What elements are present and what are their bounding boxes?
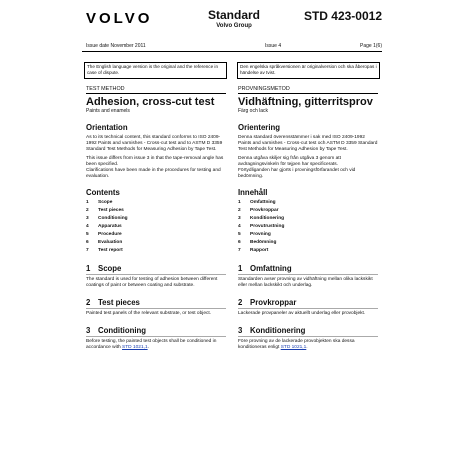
standard-reference-link[interactable]: STD 1021,1 [280, 345, 307, 350]
section-title: Test pieces [98, 298, 140, 307]
toc-item[interactable] [238, 207, 378, 215]
section-divider [238, 336, 378, 337]
page-number: Page 1(6) [360, 43, 382, 49]
issue-date: Issue date November 2011 [86, 43, 146, 49]
toc-number: 7 [86, 248, 89, 253]
document-subtitle: Paints and enamels [86, 108, 130, 114]
document-page [82, 8, 382, 453]
toc-item[interactable] [86, 207, 226, 215]
section-number: 2 [86, 298, 91, 307]
section-text: Painted test panels of the relevant substrate, or test object. [86, 311, 212, 316]
toc-label: Procedure [98, 232, 122, 237]
standard-number: STD 423-0012 [303, 9, 382, 23]
section-text: The standard is used for testing of adhesion between different coatings of paint or between coating and substrate. [86, 277, 218, 288]
toc-number: 7 [238, 248, 241, 253]
toc-label: Evaluation [98, 240, 123, 245]
orientation-heading: Orientation [86, 123, 128, 132]
section-number: 2 [238, 298, 243, 307]
section-title: Scope [98, 264, 122, 273]
section-text-body: Före provning av de lackerade provobjekten ska dessa konditioneras enligt [238, 339, 355, 350]
document-header [82, 8, 382, 42]
toc-number: 6 [86, 240, 89, 245]
section-number: 1 [86, 264, 91, 273]
toc-number: 1 [86, 200, 89, 205]
method-label: TEST METHOD [86, 86, 226, 94]
document-title: Vidhäftning, gitterritsprov [238, 96, 373, 108]
toc-item[interactable] [238, 215, 378, 223]
toc-number: 6 [238, 240, 241, 245]
section-divider [86, 336, 226, 337]
swedish-language-note: Den engelska språkversionen är originalversion och ska åberopas i händelse av tvist. [237, 62, 380, 79]
section-divider [86, 274, 226, 275]
orientation-paragraph: This issue differs from issue 3 in that the tape-removal angle has been specified. [86, 156, 224, 167]
toc-label: Omfattning [250, 200, 276, 205]
toc-number: 3 [238, 216, 241, 221]
contents-heading: Contents [86, 188, 120, 197]
swedish-column [238, 82, 378, 351]
toc-label: Provutrustning [250, 224, 285, 229]
header-center [202, 8, 266, 29]
section-divider [238, 308, 378, 309]
toc-item[interactable] [238, 239, 378, 247]
issue-number: Issue 4 [265, 43, 282, 49]
toc-number: 4 [86, 224, 89, 229]
section-text-body: Before testing, the painted test objects shall be conditioned in accordance with [86, 339, 217, 350]
section-heading-conditioning [238, 326, 378, 335]
section-divider [238, 274, 378, 275]
volvo-logo: VOLVO [86, 10, 153, 27]
section-text [238, 339, 378, 351]
section-number: 3 [86, 326, 91, 335]
section-text: Lackerade provpaneler av aktuellt underlag eller provobjekt. [238, 311, 366, 316]
toc-label: Test report [98, 248, 123, 253]
toc-item[interactable] [86, 215, 226, 223]
toc-item[interactable] [238, 199, 378, 207]
section-heading-scope [86, 264, 226, 273]
toc-item[interactable] [86, 223, 226, 231]
section-heading-conditioning [86, 326, 226, 335]
toc-number: 3 [86, 216, 89, 221]
toc-item[interactable] [86, 231, 226, 239]
orientation-paragraph: Förtydliganden har gjorts i provningsförfarandet och vid bedömning. [238, 168, 356, 179]
toc-label: Apparatus [98, 224, 122, 229]
orientation-paragraph: Clarifications have been made in the procedures for testing and evaluation. [86, 168, 221, 179]
section-title: Omfattning [250, 264, 292, 273]
orientation-paragraph: As to its technical content, this standard conforms to ISO 2409-1992 Paints and varnishes - Cross-cut test and to ASTM D 3359 Standard Test Methods for Measuring Adhesion by Tape Test. [86, 135, 223, 152]
orientation-paragraph: Denna utgåva skiljer sig från utgåva 3 genom att avdragningsvinkeln för tejpen har specificerats. [238, 156, 341, 167]
toc-number: 5 [86, 232, 89, 237]
toc-item[interactable] [238, 247, 378, 255]
section-heading-test-pieces [238, 298, 378, 307]
toc-label: Test pieces [98, 208, 124, 213]
toc-item[interactable] [238, 231, 378, 239]
sentence-end: . [306, 345, 308, 350]
toc-label: Bedömning [250, 240, 277, 245]
orientation-paragraph: Denna standard överensstämmer i sak med ISO 2409-1992 Paints and varnishes - Cross-cut test och ASTM D 3359 Standard Test Methods for Measuring Adhesion by Tape Test. [238, 135, 378, 152]
section-text: Standarden avser provning av vidhäftning mellan olika lackskikt eller mellan lackskikt och underlag. [238, 277, 373, 288]
standard-reference-link[interactable]: STD 1021,1 [122, 345, 148, 350]
toc-label: Provning [250, 232, 271, 237]
toc-number: 1 [238, 200, 241, 205]
toc-item[interactable] [86, 239, 226, 247]
table-of-contents [86, 199, 226, 255]
section-heading-scope [238, 264, 378, 273]
section-title: Conditioning [98, 326, 147, 335]
toc-label: Konditionering [250, 216, 285, 221]
section-text [86, 339, 226, 351]
toc-item[interactable] [86, 199, 226, 207]
toc-number: 4 [238, 224, 241, 229]
section-number: 3 [238, 326, 243, 335]
document-title: Adhesion, cross-cut test [86, 96, 215, 108]
section-divider [86, 308, 226, 309]
toc-label: Provkroppar [250, 208, 279, 213]
document-subtitle: Färg och lack [238, 108, 269, 114]
section-title: Konditionering [250, 326, 306, 335]
toc-number: 5 [238, 232, 241, 237]
english-column [86, 82, 226, 351]
section-heading-test-pieces [86, 298, 226, 307]
toc-item[interactable] [238, 223, 378, 231]
orientation-heading: Orientering [238, 123, 281, 132]
issue-info-bar [82, 42, 382, 52]
toc-number: 2 [238, 208, 241, 213]
toc-item[interactable] [86, 247, 226, 255]
section-title: Provkroppar [250, 298, 297, 307]
toc-label: Scope [98, 200, 113, 205]
english-language-note: The English language version is the original and the reference in case of dispute. [84, 62, 227, 79]
toc-label: Conditioning [98, 216, 128, 221]
section-number: 1 [238, 264, 243, 273]
method-label: PROVNINGSMETOD [238, 86, 378, 94]
table-of-contents [238, 199, 378, 255]
header-title: Standard [207, 8, 260, 22]
toc-label: Rapport [250, 248, 269, 253]
contents-heading: Innehåll [238, 188, 268, 197]
language-notes [82, 62, 382, 82]
toc-number: 2 [86, 208, 89, 213]
header-subtitle: Volvo Group [216, 23, 252, 29]
sentence-end: . [147, 345, 149, 350]
